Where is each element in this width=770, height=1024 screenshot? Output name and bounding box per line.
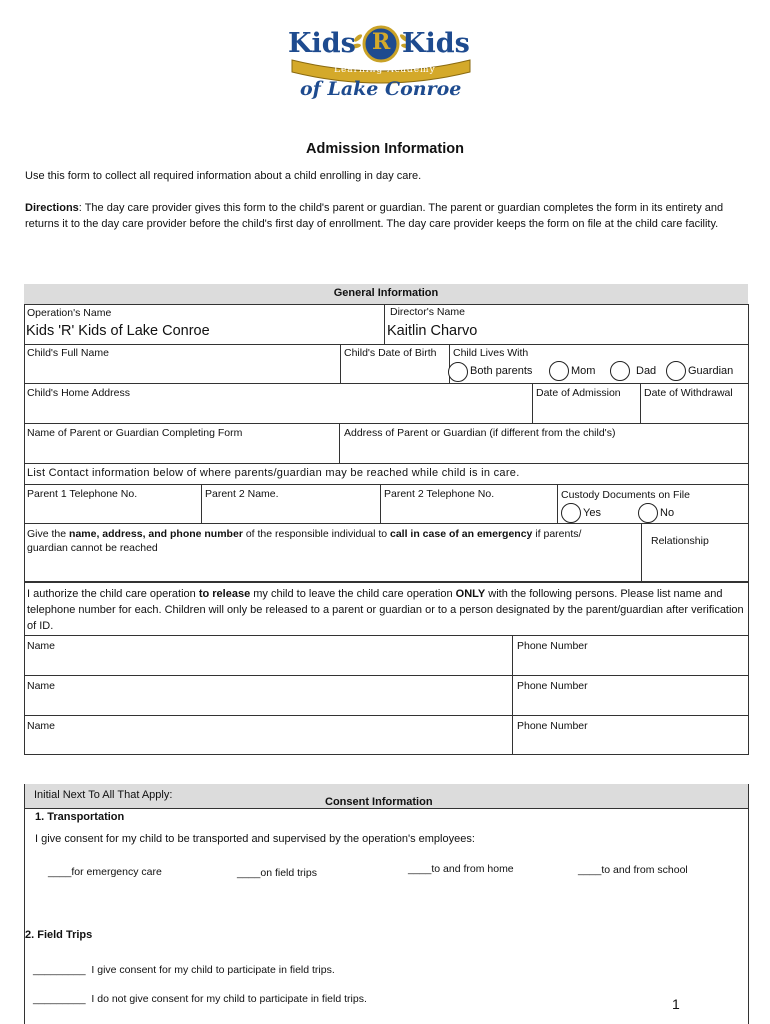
child-dob-field[interactable] (343, 360, 447, 380)
date-admission-field[interactable] (535, 400, 635, 420)
parent2-phone-label: Parent 2 Telephone No. (384, 488, 495, 500)
release-phone-field[interactable] (516, 694, 744, 712)
relationship-label: Relationship (651, 535, 709, 547)
field-trips-title: 2. Field Trips (25, 929, 93, 941)
logo-badge-letter: R (372, 29, 391, 55)
directions-text: : The day care provider gives this form to the child's parent or guardian. The parent or guardian completes the form in its entirety and returns it to the day care provider before the child's first day of enrollment. The day care provider keeps the form on file at the child care facility. (25, 202, 724, 230)
directions-paragraph (25, 200, 745, 232)
custody-label: Custody Documents on File (561, 489, 690, 501)
director-name-label: Director's Name (390, 306, 465, 318)
release-phone-field[interactable] (516, 654, 744, 672)
child-full-name-label: Child's Full Name (27, 347, 109, 359)
custody-yes-label: Yes (583, 507, 601, 519)
logo-ribbon-text: Learning Academy (334, 65, 436, 75)
transport-option-home[interactable]: ____to and from home (408, 863, 514, 875)
emergency-contact-field[interactable] (26, 556, 636, 578)
page-number: 1 (672, 996, 680, 1012)
parent-address-label: Address of Parent or Guardian (if different from the child's) (344, 427, 616, 439)
custody-no-label: No (660, 507, 675, 519)
parent2-name-label: Parent 2 Name. (205, 488, 279, 500)
home-address-label: Child's Home Address (27, 387, 130, 399)
date-withdrawal-field[interactable] (643, 400, 743, 420)
release-name-label: Name (27, 720, 56, 732)
release-phone-field[interactable] (516, 734, 744, 752)
field-trips-consent-no[interactable]: _________ I do not give consent for my child to participate in field trips. (33, 993, 367, 1005)
parent-completing-field[interactable] (26, 440, 334, 460)
logo (286, 20, 476, 105)
release-phone-label: Phone Number (517, 720, 588, 732)
directions-label: Directions (25, 202, 79, 214)
child-lives-with-label: Child Lives With (453, 347, 529, 359)
transport-option-emergency[interactable]: ____for emergency care (48, 866, 162, 878)
child-dob-label: Child's Date of Birth (344, 347, 437, 359)
date-admission-label: Date of Admission (536, 387, 621, 399)
release-name-field[interactable] (26, 734, 506, 752)
parent2-name-field[interactable] (204, 501, 374, 521)
contact-list-note: List Contact information below of where parents/guardian may be reached while child is in care. (27, 467, 520, 479)
consent-initial-label: Initial Next To All That Apply: (34, 789, 173, 801)
operation-name-label: Operation's Name (27, 307, 112, 319)
director-name-field[interactable]: Kaitlin Charvo (387, 323, 478, 339)
transport-option-field-trips[interactable]: ____on field trips (237, 867, 317, 879)
date-withdrawal-label: Date of Withdrawal (644, 387, 733, 399)
field-trips-consent-yes[interactable]: _________ I give consent for my child to participate in field trips. (33, 964, 335, 976)
intro-text: Use this form to collect all required information about a child enrolling in day care. (25, 170, 422, 182)
parent1-phone-label: Parent 1 Telephone No. (27, 488, 138, 500)
radio-mom[interactable] (549, 361, 569, 381)
parent1-phone-field[interactable] (26, 501, 196, 521)
release-authorization-text: I authorize the child care operation to release my child to leave the child care operation ONLY with the following persons. Please list name and telephone number for each. Children will only be released to a parent or guardian or to a person designated by the parent/guardian after verification of ID. (27, 588, 744, 632)
release-phone-label: Phone Number (517, 680, 588, 692)
transport-text: I give consent for my child to be transported and supervised by the operation's employees: (35, 833, 475, 845)
guardian-label: Guardian (688, 365, 734, 377)
emergency-contact-text: Give the name, address, and phone number of the responsible individual to call in case of an emergency if parents/ guardian cannot be reached (27, 528, 582, 554)
radio-dad[interactable] (610, 361, 630, 381)
release-name-field[interactable] (26, 654, 506, 672)
logo-right-word: Kids (402, 28, 470, 59)
radio-both-parents[interactable] (448, 362, 468, 382)
relationship-field[interactable] (645, 552, 745, 578)
home-address-field[interactable] (26, 400, 526, 420)
parent-completing-label: Name of Parent or Guardian Completing Form (27, 427, 243, 439)
release-name-label: Name (27, 680, 56, 692)
consent-title: Consent Information (325, 796, 433, 808)
transport-title: 1. Transportation (35, 811, 125, 823)
logo-location: of Lake Conroe (300, 78, 462, 100)
both-parents-label: Both parents (470, 365, 533, 377)
operation-name-field[interactable]: Kids 'R' Kids of Lake Conroe (26, 323, 210, 339)
child-full-name-field[interactable] (26, 360, 336, 380)
consent-frame-left (24, 784, 25, 1024)
page-title: Admission Information (306, 141, 464, 157)
radio-guardian[interactable] (666, 361, 686, 381)
release-phone-label: Phone Number (517, 640, 588, 652)
radio-custody-no[interactable] (638, 503, 658, 523)
transport-option-school[interactable]: ____to and from school (578, 864, 688, 876)
consent-frame-right (748, 784, 749, 1024)
dad-label: Dad (636, 365, 657, 377)
logo-left-word: Kids (288, 28, 356, 59)
parent-address-field[interactable] (343, 440, 743, 460)
release-name-field[interactable] (26, 694, 506, 712)
general-info-title: General Information (333, 287, 439, 299)
mom-label: Mom (571, 365, 596, 377)
release-name-label: Name (27, 640, 56, 652)
radio-custody-yes[interactable] (561, 503, 581, 523)
parent2-phone-field[interactable] (383, 501, 553, 521)
